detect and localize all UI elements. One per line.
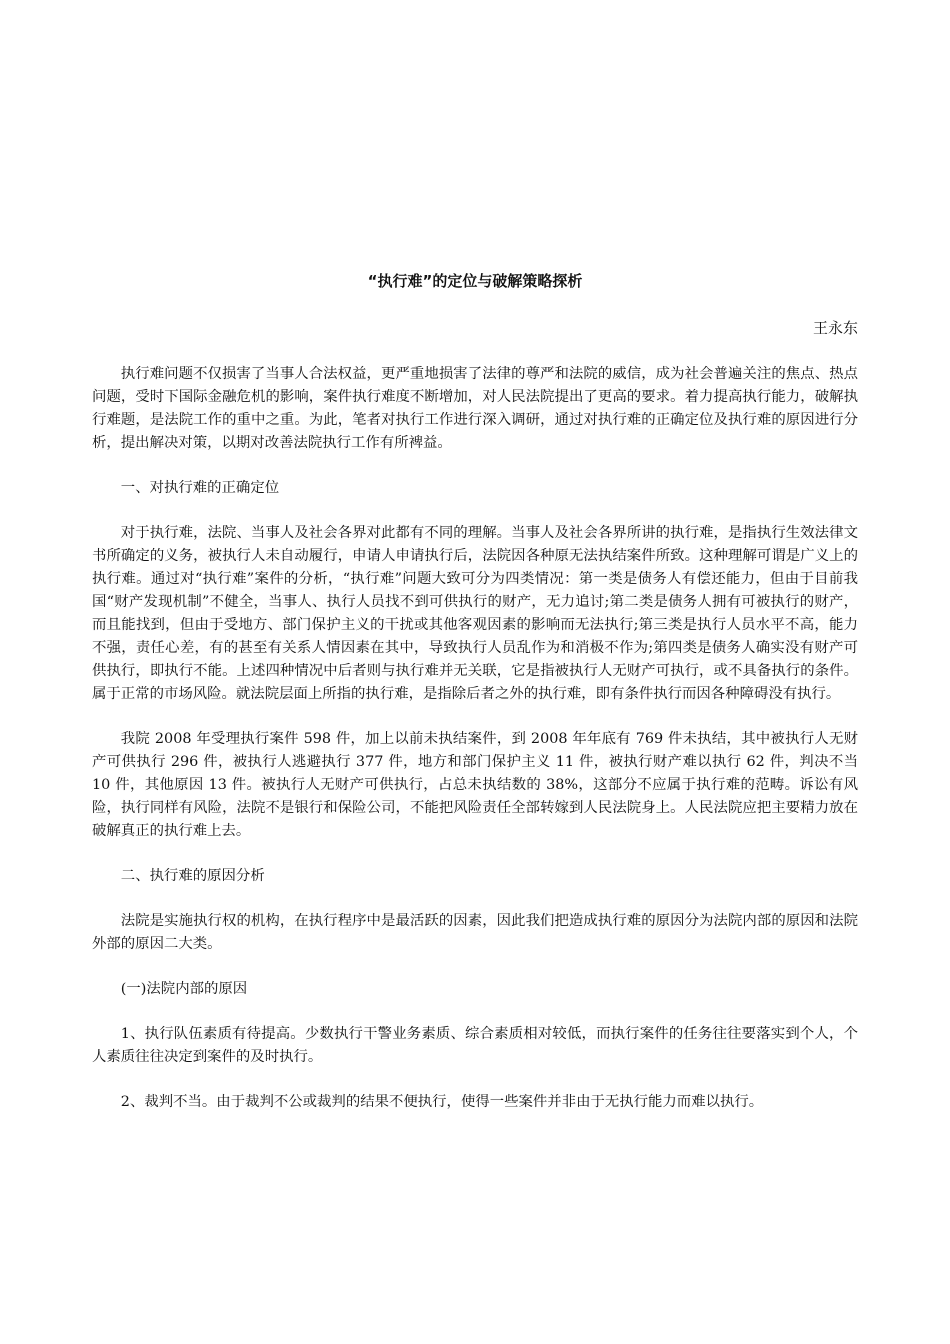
cause-intro-paragraph: 法院是实施执行权的机构，在执行程序中是最活跃的因素，因此我们把造成执行难的原因分为法院内部的原因和法院外部的原因二大类。 — [92, 913, 858, 952]
cause-item-2: 2、裁判不当。由于裁判不公或裁判的结果不便执行，使得一些案件并非由于无执行能力而难以执行。 — [120, 1094, 764, 1110]
document-body — [92, 363, 858, 1136]
definition-paragraph: 对于执行难，法院、当事人及社会各界对此都有不同的理解。当事人及社会各界所讲的执行难，是指执行生效法律文书所确定的义务，被执行人未自动履行，申请人申请执行后，法院因各种原无法执结案件所致。这种理解可谓是广义上的执行难。通过对“执行难”案件的分析，“执行难”问题大致可分为四类情况：第一类是债务人有偿还能力，但由于目前我国“财产发现机制”不健全，当事人、执行人员找不到可供执行的财产，无力追讨;第二类是债务人拥有可被执行的财产，而且能找到，但由于受地方、部门保护主义的干扰或其他客观因素的影响而无法执行;第三类是执行人员水平不高，能力不强，责任心差，有的甚至有关系人情因素在其中，导致执行人员乱作为和消极不作为;第四类是债务人确实没有财产可供执行，即执行不能。上述四种情况中后者则与执行难并无关联，它是指被执行人无财产可执行，或不具备执行的条件。属于正常的市场风险。就法院层面上所指的执行难，是指除后者之外的执行难，即有条件执行而因各种障碍没有执行。 — [92, 525, 858, 702]
cause-item-1: 1、执行队伍素质有待提高。少数执行干警业务素质、综合素质相对较低，而执行案件的任务往往要落实到个人，个人素质往往决定到案件的及时执行。 — [92, 1026, 858, 1065]
section-heading-2: 二、执行难的原因分析 — [120, 868, 265, 884]
document-title: “执行难”的定位与破解策略探析 — [367, 272, 583, 290]
author-name: 王永东 — [812, 319, 858, 337]
subsection-heading-1: (一)法院内部的原因 — [120, 981, 248, 997]
section-heading-1: 一、对执行难的正确定位 — [120, 480, 280, 496]
statistics-paragraph: 我院 2008 年受理执行案件 598 件，加上以前未执结案件，到 2008 年年底有 769 件未执结，其中被执行人无财产可供执行 296 件，被执行人逃避执行 377 件，地方和部门保护主义 11 件，被执行财产难以执行 62 件，判决不当 10 件，其他原因 13 件。被执行人无财产可供执行，占总未执结数的 38%，这部分不应属于执行难的范畴。诉讼有风险，执行同样有风险，法院不是银行和保险公司，不能把风险责任全部转嫁到人民法院身上。人民法院应把主要精力放在破解真正的执行难上去。 — [92, 731, 858, 839]
intro-paragraph: 执行难问题不仅损害了当事人合法权益，更严重地损害了法律的尊严和法院的威信，成为社会普遍关注的焦点、热点问题，受时下国际金融危机的影响，案件执行难度不断增加，对人民法院提出了更高的要求。着力提高执行能力，破解执行难题，是法院工作的重中之重。为此，笔者对执行工作进行深入调研，通过对执行难的正确定位及执行难的原因进行分析，提出解决对策，以期对改善法院执行工作有所裨益。 — [92, 366, 858, 451]
